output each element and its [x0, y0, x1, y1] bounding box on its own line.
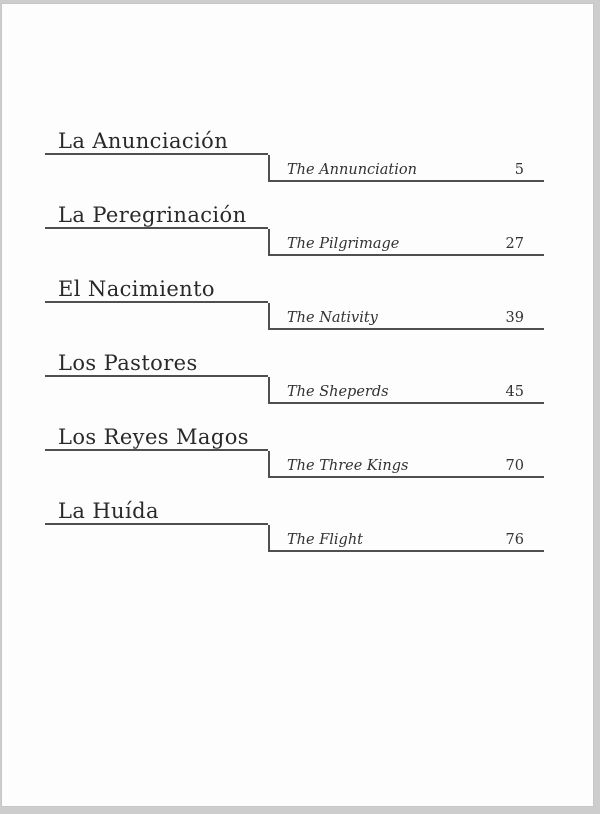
- entry-title-row: [45, 496, 268, 525]
- entry-title-row: [45, 200, 268, 229]
- entry-subtitle-row: [268, 377, 544, 404]
- entry-subtitle-row: [268, 155, 544, 182]
- entry-subtitle-row: [268, 303, 544, 330]
- entry-title-row: [45, 422, 268, 451]
- toc-entry: [2, 348, 593, 422]
- entry-subtitle-row: [268, 229, 544, 256]
- entry-title-row: [45, 348, 268, 377]
- toc-entry: [2, 422, 593, 496]
- document-page: [1, 3, 594, 807]
- entry-title-en: The Nativity: [287, 309, 378, 326]
- entry-title-en: The Flight: [287, 531, 363, 548]
- entry-subtitle-row: [268, 525, 544, 552]
- entry-title-en: The Annunciation: [287, 161, 417, 178]
- entry-page-number: 27: [505, 235, 524, 252]
- toc-entry: [2, 200, 593, 274]
- entry-title-es: Los Pastores: [58, 351, 198, 375]
- entry-page-number: 76: [505, 531, 524, 548]
- entry-page-number: 39: [505, 309, 524, 326]
- entry-title-es: La Anunciación: [58, 129, 229, 153]
- entry-title-row: [45, 126, 268, 155]
- entry-title-row: [45, 274, 268, 303]
- entry-title-es: La Huída: [58, 499, 159, 523]
- entry-page-number: 5: [514, 161, 524, 178]
- entry-subtitle-row: [268, 451, 544, 478]
- entry-page-number: 45: [505, 383, 524, 400]
- toc-entry: [2, 274, 593, 348]
- entry-page-number: 70: [505, 457, 524, 474]
- entry-title-es: La Peregrinación: [58, 203, 247, 227]
- entry-title-en: The Pilgrimage: [287, 235, 400, 252]
- entry-title-es: Los Reyes Magos: [58, 425, 249, 449]
- entry-title-en: The Three Kings: [287, 457, 409, 474]
- toc-entry: [2, 496, 593, 570]
- entry-title-es: El Nacimiento: [58, 277, 215, 301]
- toc-entry: [2, 126, 593, 200]
- entry-title-en: The Sheperds: [287, 383, 389, 400]
- table-of-contents: [2, 126, 593, 570]
